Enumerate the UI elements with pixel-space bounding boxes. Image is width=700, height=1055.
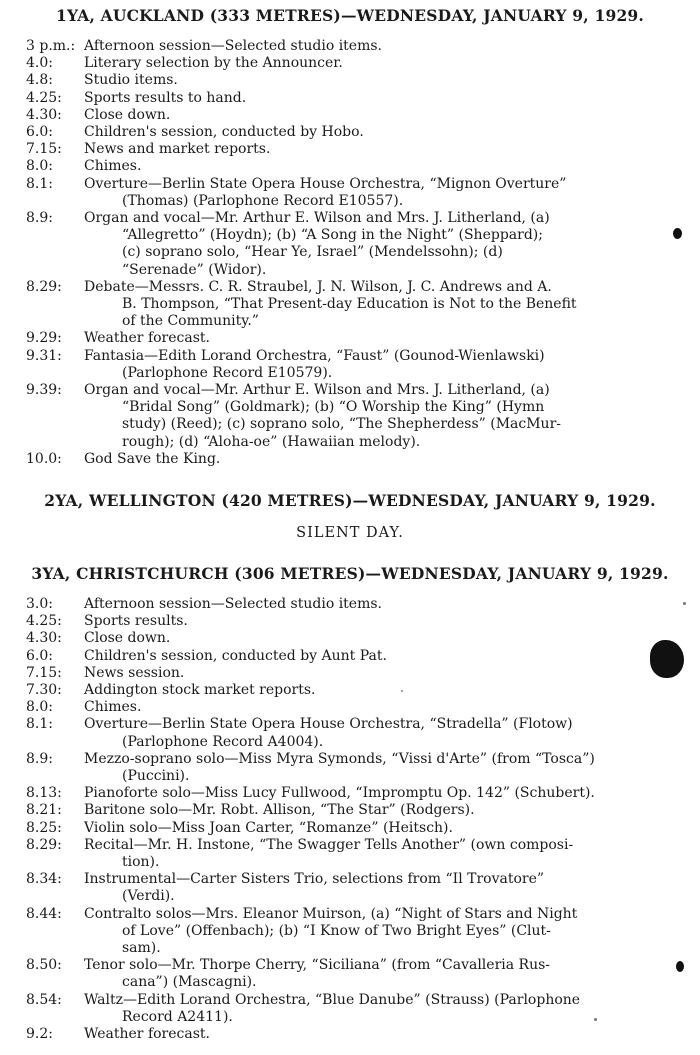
entry-line: Recital—Mr. H. Instone, “The Swagger Tells Another” (own composi- <box>84 836 574 853</box>
station-heading-christchurch: 3YA, CHRISTCHURCH (306 METRES)—WEDNESDAY, JANUARY 9, 1929. <box>31 564 669 583</box>
entry-time: 8.34: <box>26 871 62 888</box>
entry-time: 8.54: <box>26 991 62 1008</box>
entry-line: Chimes. <box>84 699 142 716</box>
entry-line: B. Thompson, “That Present-day Education is Not to the Benefit <box>122 296 577 313</box>
entry-line: Afternoon session—Selected studio items. <box>84 38 382 54</box>
entry-line: cana”) (Mascagni). <box>122 974 257 991</box>
silent-day-note: SILENT DAY. <box>296 525 404 541</box>
entry-line: Organ and vocal—Mr. Arthur E. Wilson and Mrs. J. Litherland, (a) <box>84 210 550 227</box>
entry-line: study) (Reed); (c) soprano solo, “The Shepherdess” (MacMur- <box>122 416 561 433</box>
entry-time: 4.25: <box>26 613 62 630</box>
programme-entry <box>0 820 700 837</box>
entry-line: Contralto solos—Mrs. Eleanor Muirson, (a) “Night of Stars and Night <box>84 905 578 922</box>
programme-entry <box>0 176 700 210</box>
entry-line: (Parlophone Record A4004). <box>122 733 324 750</box>
entry-time: 4.8: <box>26 72 53 89</box>
entry-time: 3.0: <box>26 596 53 612</box>
entry-time: 8.29: <box>26 278 62 295</box>
dust-speck-mark <box>594 1018 597 1021</box>
programme-auckland <box>0 38 700 468</box>
programme-entry <box>0 630 700 647</box>
entry-time: 4.30: <box>26 630 62 647</box>
entry-line: Tenor solo—Mr. Thorpe Cherry, “Siciliana” (from “Cavalleria Rus- <box>84 957 551 974</box>
entry-time: 4.25: <box>26 89 62 106</box>
programme-entry <box>0 348 700 382</box>
entry-time: 7.15: <box>26 141 62 158</box>
entry-line: “Bridal Song” (Goldmark); (b) “O Worship the King” (Hymn <box>122 399 545 416</box>
entry-time: 8.50: <box>26 957 62 974</box>
entry-line: (Verdi). <box>122 888 175 905</box>
programme-entry <box>0 382 700 451</box>
programme-entry <box>0 682 700 699</box>
entry-line: Fantasia—Edith Lorand Orchestra, “Faust” (Gounod-Wienlawski) <box>84 347 545 364</box>
entry-line: Sports results. <box>84 613 188 630</box>
programme-entry <box>0 906 700 958</box>
entry-time: 8.1: <box>26 716 53 733</box>
programme-entry <box>0 72 700 89</box>
programme-entry <box>0 785 700 802</box>
entry-line: Literary selection by the Announcer. <box>84 55 343 72</box>
programme-entry <box>0 1026 700 1043</box>
entry-line: Organ and vocal—Mr. Arthur E. Wilson and Mrs. J. Litherland, (a) <box>84 382 550 399</box>
programme-entry <box>0 837 700 871</box>
entry-time: 9.31: <box>26 347 62 364</box>
dust-speck-mark <box>683 602 686 605</box>
entry-line: Addington stock market reports. <box>84 682 316 699</box>
entry-line: “Allegretto” (Hoydn); (b) “A Song in the Night” (Sheppard); <box>122 227 543 244</box>
entry-line: (Puccini). <box>122 768 190 785</box>
entry-time: 9.2: <box>26 1026 53 1043</box>
entry-line: Violin solo—Miss Joan Carter, “Romanze” (Heitsch). <box>84 819 453 836</box>
entry-line: Record A2411). <box>122 1008 233 1025</box>
entry-line: God Save the King. <box>84 450 221 467</box>
programme-entry <box>0 751 700 785</box>
entry-time: 6.0: <box>26 647 53 664</box>
station-heading-wellington: 2YA, WELLINGTON (420 METRES)—WEDNESDAY, JANUARY 9, 1929. <box>44 491 656 510</box>
entry-line: Afternoon session—Selected studio items. <box>84 596 382 612</box>
programme-entry <box>0 871 700 905</box>
entry-line: Overture—Berlin State Opera House Orchestra, “Mignon Overture” <box>84 175 567 192</box>
station-heading-auckland: 1YA, AUCKLAND (333 METRES)—WEDNESDAY, JANUARY 9, 1929. <box>55 6 645 25</box>
programme-entry <box>0 665 700 682</box>
programme-entry <box>0 158 700 175</box>
programme-entry <box>0 55 700 72</box>
entry-time: 8.44: <box>26 905 62 922</box>
entry-line: News session. <box>84 664 185 681</box>
programme-entry <box>0 124 700 141</box>
programme-entry <box>0 802 700 819</box>
entry-line: Weather forecast. <box>84 1026 210 1043</box>
entry-time: 8.0: <box>26 158 53 175</box>
entry-line: rough); (d) “Aloha-oe” (Hawaiian melody). <box>122 433 421 450</box>
entry-line: (c) soprano solo, “Hear Ye, Israel” (Mendelssohn); (d) <box>122 244 503 261</box>
entry-line: Baritone solo—Mr. Robt. Allison, “The Star” (Rodgers). <box>84 802 475 819</box>
programme-entry <box>0 141 700 158</box>
programme-entry <box>0 648 700 665</box>
entry-line: Close down. <box>84 106 171 123</box>
entry-line: Pianoforte solo—Miss Lucy Fullwood, “Impromptu Op. 142” (Schubert). <box>84 785 595 802</box>
entry-time: 8.21: <box>26 802 62 819</box>
entry-line: “Serenade” (Widor). <box>122 261 267 278</box>
entry-line: of Love” (Offenbach); (b) “I Know of Two Bright Eyes” (Clut- <box>122 922 551 939</box>
programme-entry <box>0 330 700 347</box>
entry-line: of the Community.” <box>122 313 259 330</box>
entry-time: 8.29: <box>26 836 62 853</box>
entry-time: 3 p.m.: <box>26 38 76 54</box>
entry-line: Waltz—Edith Lorand Orchestra, “Blue Danube” (Strauss) (Parlophone <box>84 991 581 1008</box>
entry-line: Mezzo-soprano solo—Miss Myra Symonds, “Vissi d'Arte” (from “Tosca”) <box>84 750 595 767</box>
entry-line: Children's session, conducted by Aunt Pat. <box>84 647 387 664</box>
programme-christchurch <box>0 596 700 1043</box>
ink-speck-mark <box>673 228 682 239</box>
entry-line: (Parlophone Record E10579). <box>122 364 333 381</box>
programme-entry <box>0 613 700 630</box>
entry-time: 4.30: <box>26 106 62 123</box>
programme-entry <box>0 210 700 279</box>
programme-entry <box>0 716 700 750</box>
ink-blot-mark <box>650 640 684 678</box>
programme-entry <box>0 279 700 331</box>
entry-time: 9.39: <box>26 382 62 399</box>
entry-time: 7.15: <box>26 664 62 681</box>
entry-time: 9.29: <box>26 330 62 347</box>
entry-line: Sports results to hand. <box>84 89 247 106</box>
entry-line: sam). <box>122 940 161 957</box>
entry-time: 8.0: <box>26 699 53 716</box>
entry-time: 8.1: <box>26 175 53 192</box>
entry-line: Debate—Messrs. C. R. Straubel, J. N. Wilson, J. C. Andrews and A. <box>84 278 552 295</box>
programme-entry <box>0 90 700 107</box>
entry-line: Close down. <box>84 630 171 647</box>
programme-entry <box>0 38 700 55</box>
entry-time: 4.0: <box>26 55 53 72</box>
programme-entry <box>0 699 700 716</box>
programme-entry <box>0 596 700 613</box>
entry-line: Instrumental—Carter Sisters Trio, selections from “Il Trovatore” <box>84 871 545 888</box>
programme-entry <box>0 957 700 991</box>
ink-speck-mark <box>676 961 684 972</box>
dust-speck-mark <box>401 690 403 692</box>
entry-line: Overture—Berlin State Opera House Orchestra, “Stradella” (Flotow) <box>84 716 573 733</box>
entry-line: News and market reports. <box>84 141 271 158</box>
programme-entry <box>0 107 700 124</box>
entry-time: 7.30: <box>26 682 62 699</box>
entry-line: tion). <box>122 854 160 871</box>
programme-entry <box>0 451 700 468</box>
entry-line: Studio items. <box>84 72 178 89</box>
entry-time: 6.0: <box>26 124 53 141</box>
entry-line: Children's session, conducted by Hobo. <box>84 124 364 141</box>
entry-line: (Thomas) (Parlophone Record E10557). <box>122 192 404 209</box>
entry-time: 8.25: <box>26 819 62 836</box>
entry-line: Chimes. <box>84 158 142 175</box>
entry-time: 10.0: <box>26 450 62 467</box>
entry-time: 8.9: <box>26 210 53 227</box>
entry-time: 8.13: <box>26 785 62 802</box>
entry-line: Weather forecast. <box>84 330 210 347</box>
entry-time: 8.9: <box>26 750 53 767</box>
